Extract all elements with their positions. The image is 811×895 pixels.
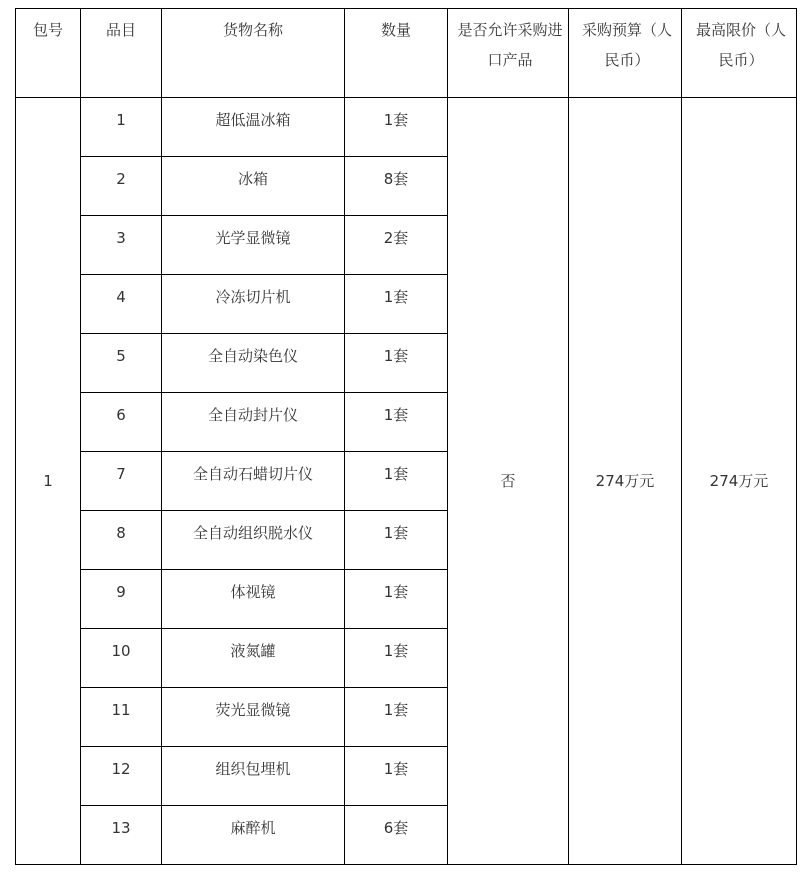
item-number-cell: 5 [81, 334, 162, 393]
goods-name-cell: 超低温冰箱 [162, 98, 345, 157]
quantity-cell: 1套 [345, 452, 448, 511]
quantity-cell: 1套 [345, 98, 448, 157]
import-allowed-cell: 否 [448, 98, 569, 865]
item-number-cell: 9 [81, 570, 162, 629]
quantity-cell: 1套 [345, 629, 448, 688]
quantity-cell: 1套 [345, 275, 448, 334]
quantity-cell: 1套 [345, 747, 448, 806]
item-number-cell: 13 [81, 806, 162, 865]
item-number-cell: 11 [81, 688, 162, 747]
header-row [16, 9, 797, 98]
goods-name-cell: 麻醉机 [162, 806, 345, 865]
goods-name-cell: 全自动封片仪 [162, 393, 345, 452]
header-package-no: 包号 [16, 9, 81, 98]
item-number-cell: 1 [81, 98, 162, 157]
goods-name-cell: 光学显微镜 [162, 216, 345, 275]
item-number-cell: 3 [81, 216, 162, 275]
quantity-cell: 1套 [345, 334, 448, 393]
quantity-cell: 8套 [345, 157, 448, 216]
goods-name-cell: 冰箱 [162, 157, 345, 216]
header-max-price: 最高限价（人民币） [682, 9, 797, 98]
header-quantity: 数量 [345, 9, 448, 98]
item-number-cell: 2 [81, 157, 162, 216]
procurement-table [15, 8, 797, 865]
goods-name-cell: 体视镜 [162, 570, 345, 629]
goods-name-cell: 全自动染色仪 [162, 334, 345, 393]
goods-name-cell: 全自动组织脱水仪 [162, 511, 345, 570]
quantity-cell: 1套 [345, 688, 448, 747]
quantity-cell: 1套 [345, 393, 448, 452]
max-price-cell: 274万元 [682, 98, 797, 865]
item-number-cell: 6 [81, 393, 162, 452]
header-goods-name: 货物名称 [162, 9, 345, 98]
quantity-cell: 6套 [345, 806, 448, 865]
header-budget: 采购预算（人民币） [569, 9, 682, 98]
item-number-cell: 12 [81, 747, 162, 806]
goods-name-cell: 冷冻切片机 [162, 275, 345, 334]
quantity-cell: 1套 [345, 570, 448, 629]
item-number-cell: 4 [81, 275, 162, 334]
item-number-cell: 8 [81, 511, 162, 570]
goods-name-cell: 液氮罐 [162, 629, 345, 688]
goods-name-cell: 全自动石蜡切片仪 [162, 452, 345, 511]
goods-name-cell: 组织包埋机 [162, 747, 345, 806]
budget-cell: 274万元 [569, 98, 682, 865]
package-number-cell: 1 [16, 98, 81, 865]
item-number-cell: 7 [81, 452, 162, 511]
table-body [16, 9, 797, 865]
table-row [16, 98, 797, 157]
goods-name-cell: 荧光显微镜 [162, 688, 345, 747]
item-number-cell: 10 [81, 629, 162, 688]
quantity-cell: 2套 [345, 216, 448, 275]
header-item-no: 品目 [81, 9, 162, 98]
header-import-allowed: 是否允许采购进口产品 [448, 9, 569, 98]
quantity-cell: 1套 [345, 511, 448, 570]
